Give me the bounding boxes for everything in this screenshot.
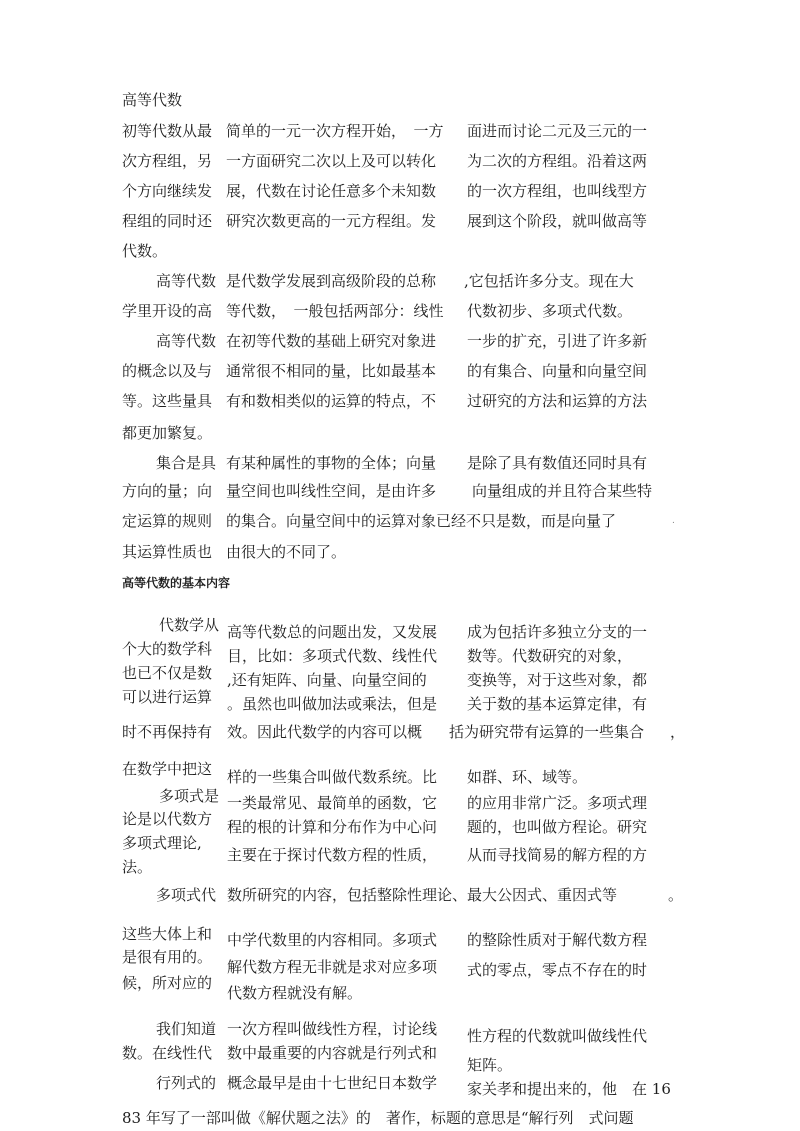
text-segment: 展，代数在讨论任意多个未知数 [226,182,437,200]
text-segment: . [672,516,675,526]
text-segment: 成为包括许多独立分支的一 [467,623,648,641]
text-segment: 代数初步、多项式代数。 [467,302,633,320]
text-segment: 论是以代数方 [122,810,213,828]
text-segment: 等代数， 一般包括两部分：线性 [226,302,444,320]
text-segment: 家关孝和提出来的，他 在 16 [467,1080,671,1098]
text-segment: 可以进行运算 [122,688,213,706]
text-segment: 的有集合、向量和向量空间 [467,362,648,380]
text-segment: 等。这些量具 [122,392,213,410]
text-segment: 多项式理论, [122,834,202,852]
text-segment: 的集合。向量空间中的运算对象已经不只是数，而是向量了 [226,512,617,530]
page-title: 高等代数 [122,91,183,109]
text-segment: 代数。 [122,242,168,260]
text-segment: 如群、环、域等。 [467,768,588,786]
text-segment: 在初等代数的基础上研究对象进 [226,332,437,350]
text-segment: 数所研究的内容，包括整除性理论、最大公因式、重因式等 [227,886,618,904]
text-segment: 主要在于探讨代数方程的性质， [227,846,438,864]
text-segment: 在数学中把这 [122,760,213,778]
text-segment: 高等代数总的问题出发，又发展 [227,623,438,641]
text-segment: 中学代数里的内容相同。多项式 [227,931,438,949]
text-segment: 数等。代数研究的对象， [467,647,633,665]
text-segment: 变换等，对于这些对象，都 [467,671,648,689]
text-segment: 83 年写了一部叫做《解伏题之法》的 著作，标题的意思是“解行列 式问题 [122,1109,634,1127]
text-segment: 简单的一元一次方程开始， 一方 [226,122,444,140]
text-segment: 其运算性质也 [122,543,213,561]
text-segment: 通常很不相同的量，比如最基本 [226,362,437,380]
text-segment: 为二次的方程组。沿着这两 [467,152,648,170]
text-segment: 过研究的方法和运算的方法 [467,392,648,410]
text-segment: 初等代数从最 [122,122,213,140]
text-segment: 数中最重要的内容就是行列式和 [227,1044,438,1062]
text-segment: 程组的同时还 [122,212,213,230]
text-segment: 目，比如：多项式代数、线性代 [227,647,438,665]
text-segment: 。虽然也叫做加法或乘法，但是 [227,695,438,713]
text-segment: 的整除性质对于解代数方程 [467,931,648,949]
text-segment: 次方程组，另 [122,152,213,170]
text-segment: 性方程的代数就叫做线性代 [467,1027,648,1045]
text-segment: 多项式是 [159,787,220,805]
text-segment: 定运算的规则 [122,512,213,530]
text-segment: ,它包括许多分支。现在大 [464,272,634,290]
text-segment: 展到这个阶段，就叫做高等 [467,212,648,230]
text-segment: 。 [668,886,684,904]
text-segment: 概念最早是由十七世纪日本数学 [227,1074,438,1092]
text-segment: 我们知道 [156,1020,217,1038]
text-segment: 一步的扩充，引进了许多新 [467,332,648,350]
text-segment: 式的零点，零点不存在的时 [467,961,648,979]
text-segment: 集合是具 [156,454,217,472]
text-segment: 高等代数 [156,272,217,290]
text-segment: 也已不仅是数 [122,664,213,682]
text-segment: 多项式代 [156,886,217,904]
text-segment: 是很有用的。 [122,948,213,966]
text-segment: 有和数相类似的运算的特点，不 [226,392,437,410]
text-segment: 数。在线性代 [122,1044,213,1062]
text-segment: 面进而讨论二元及三元的一 [467,122,648,140]
section-heading: 高等代数的基本内容 [122,576,231,590]
text-segment: 是代数学发展到高级阶段的总称 [226,272,437,290]
text-segment: 题的，也叫做方程论。研究 [467,818,648,836]
text-segment: 个方向继续发 [122,182,213,200]
text-segment: 矩阵。 [467,1056,513,1074]
text-segment: 一方面研究二次以上及可以转化 [226,152,437,170]
text-segment: 行列式的 [156,1074,217,1092]
text-segment: 法。 [122,858,153,876]
text-segment: 由很大的不同了。 [226,543,347,561]
text-segment: 从而寻找简易的解方程的方 [467,846,648,864]
text-segment: 的一次方程组，也叫线型方 [467,182,648,200]
text-segment: 研究次数更高的一元方程组。发 [226,212,437,230]
text-segment: 高等代数 [156,332,217,350]
text-segment: 代数学从 [159,616,220,634]
text-segment: 有某种属性的事物的全体；向量 [226,454,437,472]
text-segment: 个大的数学科 [122,640,213,658]
text-segment: 括为研究带有运算的一些集合 [449,723,645,741]
text-segment: 一类最常见、最简单的函数，它 [227,794,438,812]
text-segment: 效。因此代数学的内容可以概 [227,723,423,741]
text-segment: 代数方程就没有解。 [227,984,363,1002]
text-segment: 向量组成的并且符合某些特 [472,482,653,500]
text-segment: 一次方程叫做线性方程，讨论线 [227,1020,438,1038]
text-segment: ， [670,723,686,741]
text-segment: 这些大体上和 [122,925,213,943]
text-segment: 解代数方程无非就是求对应多项 [227,958,438,976]
text-segment: 学里开设的高 [122,302,213,320]
text-segment: ,还有矩阵、向量、向量空间的 [227,671,427,689]
text-segment: 量空间也叫线性空间，是由许多 [226,482,437,500]
text-segment: 的概念以及与 [122,362,213,380]
text-segment: 样的一些集合叫做代数系统。比 [227,768,438,786]
text-segment: 的应用非常广泛。多项式理 [467,794,648,812]
text-segment: 是除了具有数值还同时具有 [467,454,648,472]
text-segment: 都更加繁复。 [122,424,213,442]
text-segment: 时不再保持有 [122,723,213,741]
text-segment: 程的根的计算和分布作为中心问 [227,818,438,836]
text-segment: 关于数的基本运算定律，有 [467,695,648,713]
text-segment: 候，所对应的 [122,974,213,992]
text-segment: 方向的量；向 [122,482,213,500]
